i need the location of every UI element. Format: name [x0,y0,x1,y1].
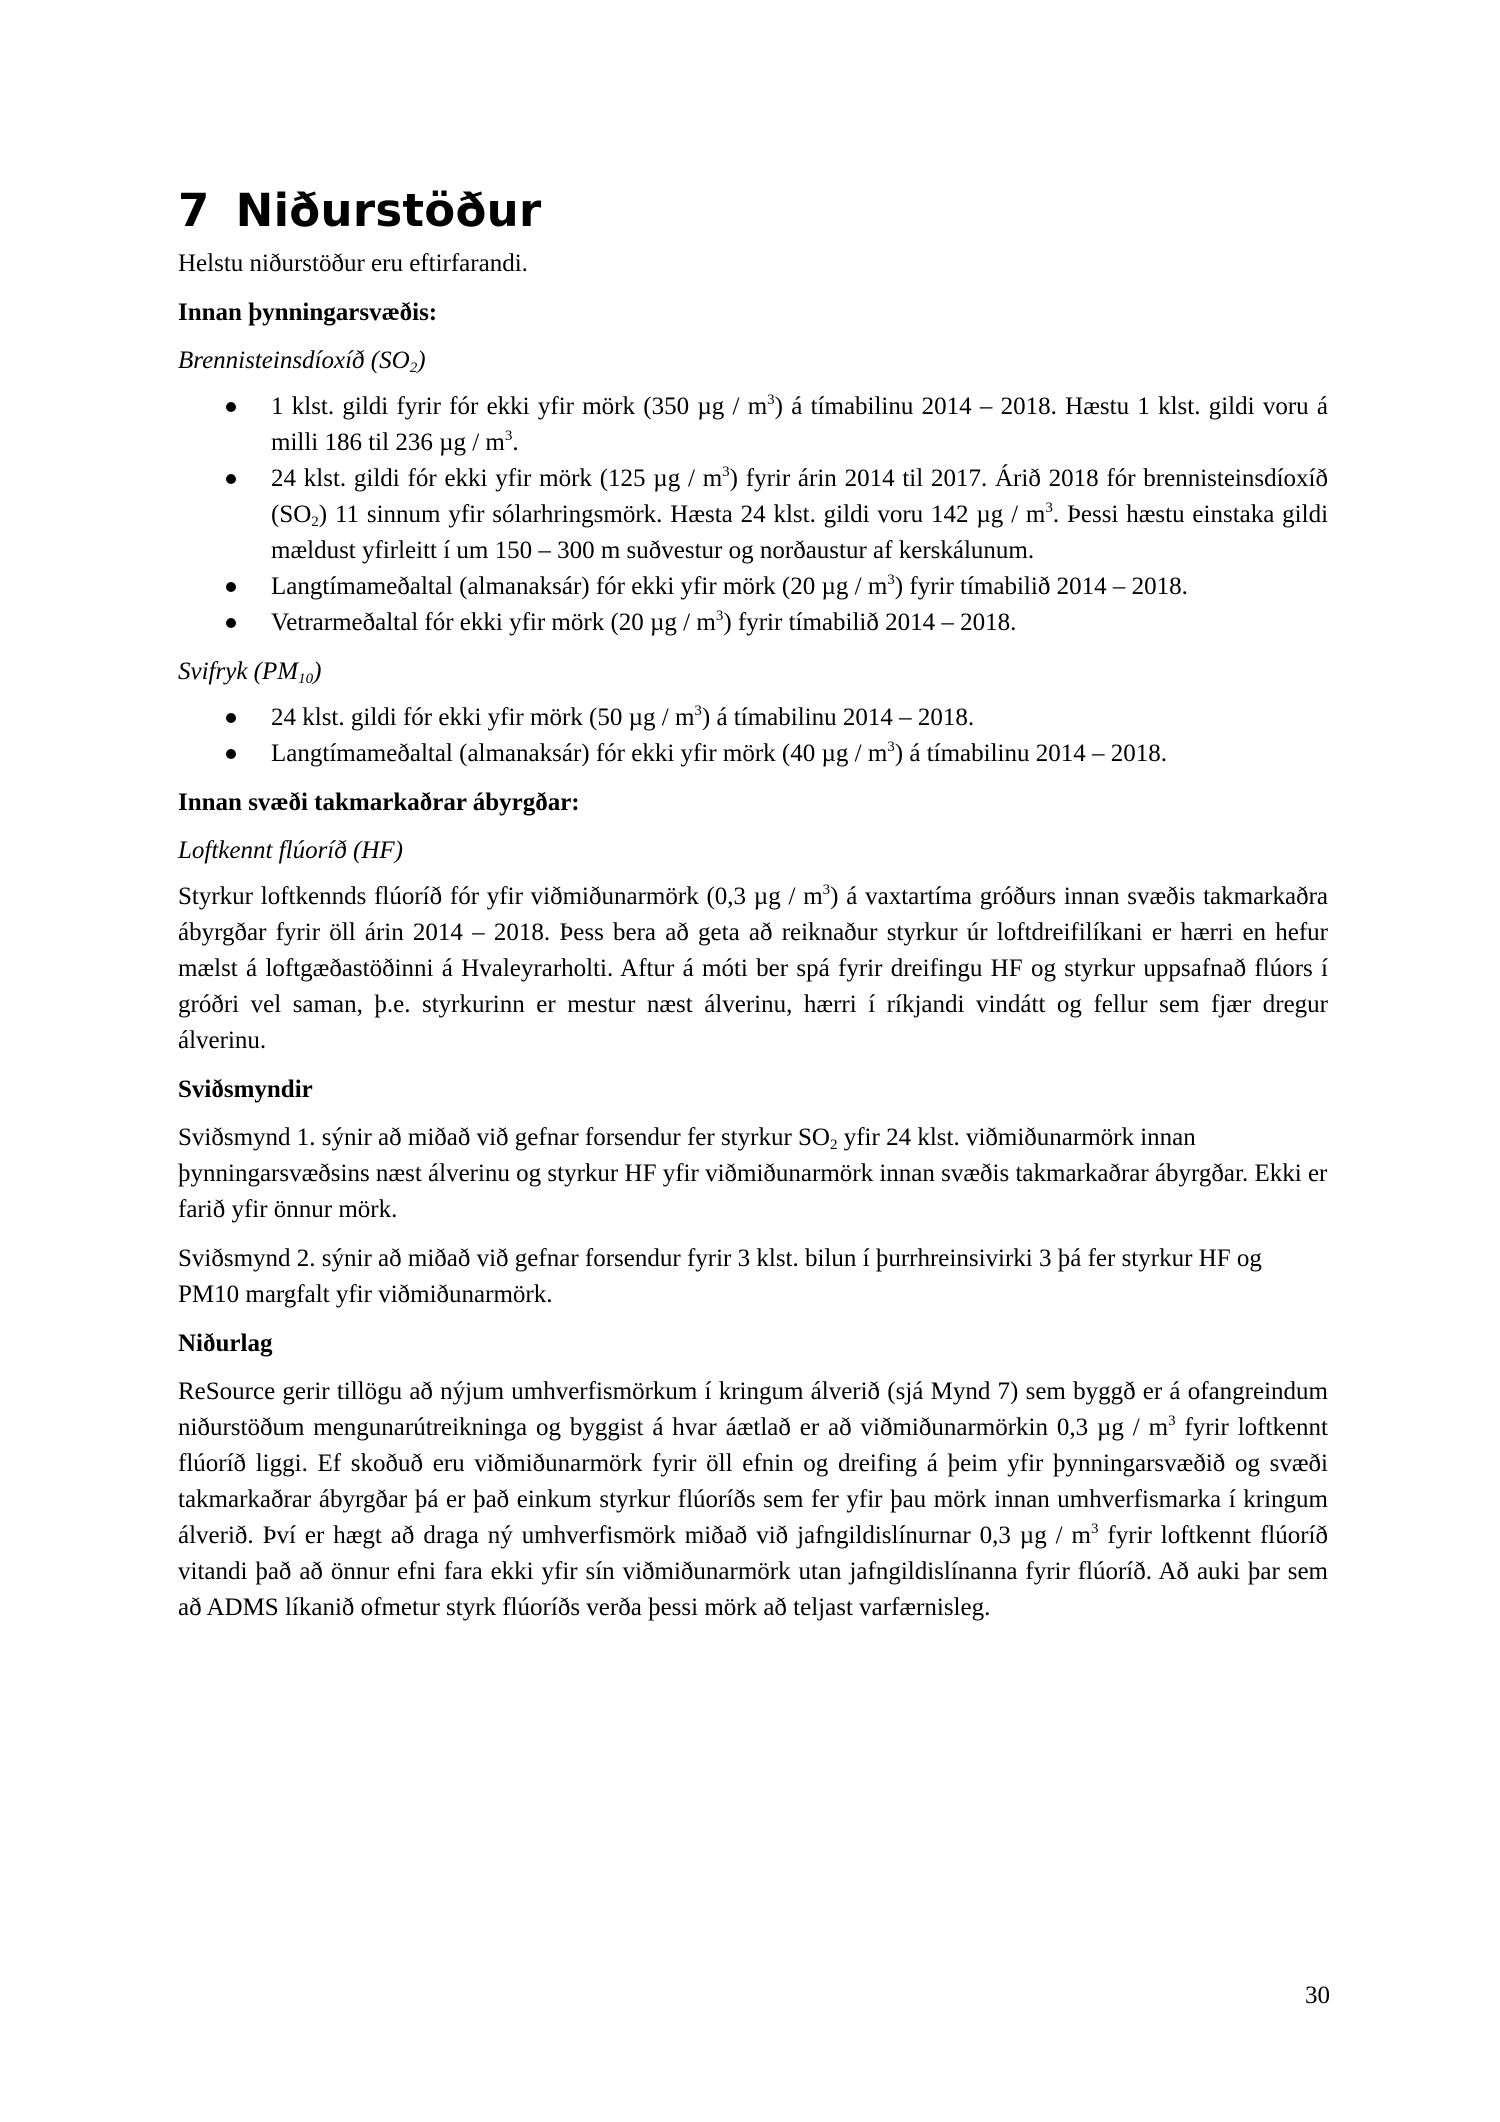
intro-text: Helstu niðurstöður eru eftirfarandi. [178,249,528,277]
list-item: 24 klst. gildi fór ekki yfir mörk (50 µg / $m^3$) á tímabilinu 2014 – 2018. [178,700,1328,736]
section-heading [178,186,1328,236]
list-item: Langtímameðaltal (almanaksár) fór ekki yfir mörk (20 µg / $m^3$) fyrir tímabilið 2014 – 2018. [178,569,1328,605]
subheading-conclusion: Niðurlag [178,1329,273,1357]
hf-label: Loftkennt flúoríð (HF) [178,836,403,864]
page-number: 30 [1305,1982,1330,2009]
bullet-icon [226,582,236,592]
bullet-icon [226,474,236,484]
list-item: 24 klst. gildi fór ekki yfir mörk (125 µg / $m^3$) fyrir árin 2014 til 2017. Árið 2018 fór brennisteinsdíoxíð $(SO_2)$ 11 sinnum yfir sólarhringsmörk. Hæsta 24 klst. gildi voru 142 µg / $m^3$. Þessi hæstu einstaka gildi mældust yfirleitt í um 150 – 300 m suðvestur og norðaustur af kerskálunum. [178,461,1328,569]
conclusion-paragraph: ReSource gerir tillögu að nýjum umhverfismörkum í kringum álverið (sjá Mynd 7) sem byggð er á ofangreindum niðurstöðum mengunarútreikninga og byggist á hvar áætlað er að viðmiðunarmörkin 0,3 µg / $m^3$ fyrir loftkennt flúoríð liggi. Ef skoðuð eru viðmiðunarmörk fyrir öll efnin og dreifing á þeim yfir þynningarsvæðið og svæði takmarkaðrar ábyrgðar þá er það einkum styrkur flúoríðs sem fer yfir þau mörk innan umhverfismarka í kringum álverið. Því er hægt að draga ný umhverfismörk miðað við jafngildislínurnar 0,3 µg / $m^3$ fyrir loftkennt flúoríð vitandi það að önnur efni fara ekki yfir sín viðmiðunarmörk utan jafngildislínanna fyrir flúoríð. Að auki þar sem að ADMS líkanið ofmetur styrk flúoríðs verða þessi mörk að teljast varfærnisleg. [178,1377,1328,1621]
subheading-dilution-zone: Innan þynningarsvæðis: [178,298,438,326]
list-item: Vetrarmeðaltal fór ekki yfir mörk (20 µg / $m^3$) fyrir tímabilið 2014 – 2018. [178,605,1328,641]
section-title: Niðurstöður [235,184,542,237]
pm10-label: Svifryk $(PM_{10})$ [178,657,322,687]
bullet-icon [226,402,236,412]
document-page [178,186,1328,1626]
bullet-icon [226,749,236,759]
pm10-list [178,700,1328,772]
subheading-limited-liability-zone: Innan svæði takmarkaðrar ábyrgðar: [178,788,580,816]
so2-list [178,389,1328,641]
hf-paragraph: Styrkur loftkennds flúoríð fór yfir viðmiðunarmörk (0,3 µg / $m^3$) á vaxtartíma gróðurs innan svæðis takmarkaðra ábyrgðar fyrir öll árin 2014 – 2018. Þess bera að geta að reiknaður styrkur úr loftdreifilíkani er hærri en hefur mælst á loftgæðastöðinni á Hvaleyrarholti. Aftur á móti ber spá fyrir dreifingu HF og styrkur uppsafnað flúors í gróðri vel saman, þ.e. styrkurinn er mestur næst álverinu, hærri í ríkjandi vindátt og fellur sem fjær dregur álverinu. [178,881,1329,1054]
list-item: 1 klst. gildi fyrir fór ekki yfir mörk (350 µg / $m^3$) á tímabilinu 2014 – 2018. Hæstu 1 klst. gildi voru á milli 186 til 236 µg / $m^3$. [178,389,1328,461]
section-number: 7 [178,184,210,237]
so2-label: Brennisteinsdíoxíð $(SO_2)$ [178,346,426,376]
scenario-1-paragraph: Sviðsmynd 1. sýnir að miðað við gefnar forsendur fer styrkur $SO_2$ yfir 24 klst. viðmiðunarmörk innan þynningarsvæðsins næst álverinu og styrkur HF yfir viðmiðunarmörk innan svæðis takmarkaðrar ábyrgðar. Ekki er farið yfir önnur mörk. [178,1123,1328,1223]
bullet-icon [226,618,236,628]
bullet-icon [226,713,236,723]
scenario-2-paragraph: Sviðsmynd 2. sýnir að miðað við gefnar forsendur fyrir 3 klst. bilun í þurrhreinsivirki 3 þá fer styrkur HF og PM10 margfalt yfir viðmiðunarmörk. [178,1244,1262,1308]
list-item: Langtímameðaltal (almanaksár) fór ekki yfir mörk (40 µg / $m^3$) á tímabilinu 2014 – 2018. [178,736,1328,772]
subheading-scenarios: Sviðsmyndir [178,1075,313,1103]
